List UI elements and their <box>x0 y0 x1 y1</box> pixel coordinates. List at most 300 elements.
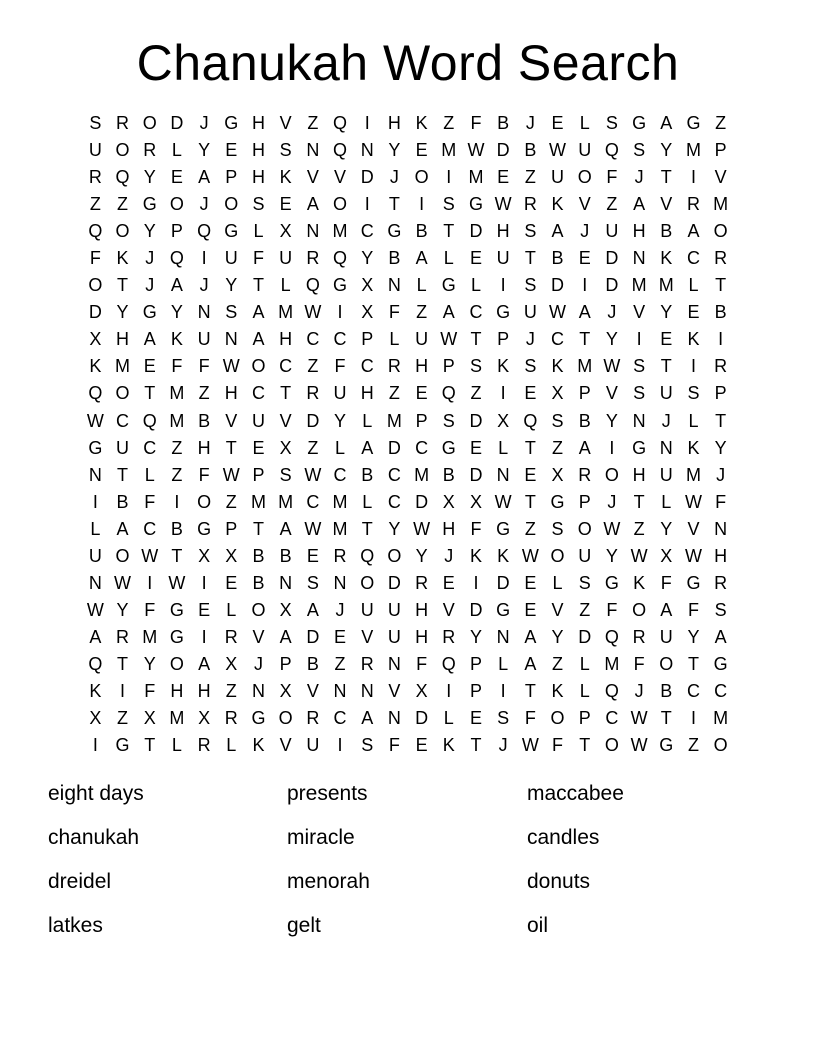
grid-letter: I <box>690 167 696 188</box>
grid-letter: J <box>661 410 671 431</box>
grid-letter: K <box>89 356 102 377</box>
grid-letter: E <box>198 599 211 620</box>
grid-letter: F <box>144 599 156 620</box>
grid-letter: L <box>362 410 373 431</box>
grid-letter: R <box>578 464 592 485</box>
grid-letter: R <box>387 356 401 377</box>
grid-letter: I <box>718 329 724 350</box>
grid-letter: B <box>714 302 727 323</box>
grid-letter: K <box>497 356 510 377</box>
grid-letter: T <box>252 275 264 296</box>
grid-letter: O <box>115 221 130 242</box>
grid-letter: S <box>633 356 646 377</box>
grid-letter: Z <box>171 464 183 485</box>
grid-letter: Y <box>415 545 428 566</box>
grid-letter: T <box>579 735 591 756</box>
grid-letter: B <box>497 113 510 133</box>
grid-letter: X <box>279 599 292 620</box>
grid-letter: L <box>498 437 509 458</box>
grid-letter: U <box>224 248 238 269</box>
grid-letter: V <box>388 680 401 701</box>
grid-letter: N <box>360 140 374 161</box>
grid-letter: E <box>306 545 319 566</box>
grid-letter: J <box>199 194 209 215</box>
grid-letter: E <box>687 302 700 323</box>
grid-letter: V <box>660 194 673 215</box>
grid-letter: Y <box>143 653 156 674</box>
grid-letter: P <box>578 491 591 512</box>
grid-letter: F <box>388 302 400 323</box>
grid-letter: S <box>687 383 700 404</box>
grid-letter: R <box>197 735 211 756</box>
grid-letter: H <box>197 680 211 701</box>
grid-letter: V <box>279 113 292 133</box>
grid-letter: E <box>524 383 537 404</box>
grid-letter: V <box>687 518 700 539</box>
grid-letter: S <box>442 410 455 431</box>
grid-letter: S <box>524 275 537 296</box>
grid-letter: R <box>632 626 646 647</box>
grid-letter: O <box>550 708 565 729</box>
grid-letter: L <box>389 329 400 350</box>
grid-letter: Q <box>604 626 619 647</box>
grid-letter: P <box>279 653 292 674</box>
grid-letter: X <box>279 221 292 242</box>
grid-letter: F <box>524 708 536 729</box>
grid-letter: F <box>687 599 699 620</box>
grid-letter: L <box>688 275 699 296</box>
grid-letter: Z <box>117 708 129 729</box>
grid-letter: T <box>252 518 264 539</box>
grid-letter: G <box>224 221 239 242</box>
grid-letter: U <box>523 302 537 323</box>
grid-letter: R <box>224 626 238 647</box>
grid-letter: I <box>201 626 207 647</box>
grid-letter: Y <box>225 275 238 296</box>
grid-letter: X <box>89 708 102 729</box>
grid-letter: I <box>609 437 615 458</box>
grid-letter: U <box>578 545 592 566</box>
grid-letter: N <box>387 275 401 296</box>
grid-letter: U <box>551 167 565 188</box>
grid-letter: G <box>169 626 184 647</box>
grid-letter: W <box>603 518 621 539</box>
grid-letter: Z <box>606 194 618 215</box>
grid-letter: M <box>332 221 348 242</box>
grid-letter: G <box>333 275 348 296</box>
grid-letter: C <box>469 302 483 323</box>
grid-letter: J <box>199 113 209 133</box>
grid-letter: K <box>89 680 102 701</box>
grid-letter: K <box>687 437 700 458</box>
grid-letter: F <box>470 113 482 133</box>
grid-letter: J <box>199 275 209 296</box>
grid-letter: C <box>686 248 700 269</box>
grid-letter: F <box>334 356 346 377</box>
grid-letter: U <box>197 329 211 350</box>
grid-letter: C <box>333 464 347 485</box>
grid-letter: M <box>169 383 185 404</box>
grid-letter: J <box>525 329 535 350</box>
grid-letter: J <box>253 653 263 674</box>
grid-letter: M <box>278 302 294 323</box>
grid-letter: C <box>333 708 347 729</box>
grid-letter: G <box>496 518 511 539</box>
grid-letter: K <box>551 356 564 377</box>
grid-letter: K <box>442 735 455 756</box>
grid-letter: T <box>117 653 129 674</box>
grid-letter: A <box>415 248 428 269</box>
grid-letter: Z <box>171 437 183 458</box>
grid-letter: B <box>361 464 374 485</box>
grid-letter: B <box>660 221 673 242</box>
grid-letter: T <box>171 545 183 566</box>
grid-letter: N <box>333 680 347 701</box>
grid-letter: Q <box>333 140 348 161</box>
grid-letter: N <box>496 626 510 647</box>
grid-letter: Y <box>605 545 618 566</box>
grid-letter: M <box>685 464 701 485</box>
grid-letter: A <box>143 329 156 350</box>
grid-letter: P <box>442 356 455 377</box>
grid-letter: T <box>388 194 400 215</box>
grid-letter: H <box>415 599 429 620</box>
grid-letter: B <box>252 545 265 566</box>
grid-letter: F <box>552 735 564 756</box>
grid-letter: C <box>714 680 728 701</box>
grid-letter: D <box>387 572 401 593</box>
grid-letter: V <box>252 626 265 647</box>
grid-letter: N <box>251 680 265 701</box>
grid-letter: P <box>225 518 238 539</box>
grid-letter: K <box>252 735 265 756</box>
grid-letter: R <box>523 194 537 215</box>
grid-letter: G <box>632 437 647 458</box>
grid-letter: F <box>144 680 156 701</box>
grid-letter: M <box>332 491 348 512</box>
grid-letter: E <box>143 356 156 377</box>
grid-letter: A <box>442 302 455 323</box>
grid-letter: M <box>441 140 457 161</box>
grid-letter: N <box>360 680 374 701</box>
grid-letter: D <box>387 437 401 458</box>
grid-letter: F <box>606 599 618 620</box>
word-list-item: latkes <box>48 914 103 937</box>
grid-letter: C <box>306 329 320 350</box>
grid-letter: O <box>659 653 674 674</box>
grid-letter: C <box>116 410 130 431</box>
grid-letter: P <box>497 329 510 350</box>
grid-letter: B <box>306 653 319 674</box>
grid-letter: J <box>607 491 617 512</box>
grid-letter: F <box>388 735 400 756</box>
grid-letter: S <box>89 113 102 133</box>
word-search-grid <box>82 110 735 759</box>
grid-letter: D <box>415 491 429 512</box>
grid-letter: Z <box>633 518 645 539</box>
grid-letter: G <box>686 113 701 133</box>
grid-letter: W <box>630 735 648 756</box>
grid-letter: X <box>143 708 156 729</box>
grid-letter: L <box>253 221 264 242</box>
grid-letter: E <box>524 464 537 485</box>
grid-letter: U <box>88 140 102 161</box>
grid-letter: W <box>168 572 186 593</box>
grid-letter: P <box>469 680 482 701</box>
grid-letter: E <box>578 248 591 269</box>
grid-letter: M <box>169 410 185 431</box>
grid-letter: W <box>304 518 322 539</box>
grid-letter: I <box>582 275 588 296</box>
grid-letter: N <box>279 572 293 593</box>
grid-letter: N <box>632 410 646 431</box>
grid-letter: V <box>334 167 347 188</box>
grid-letter: B <box>415 221 428 242</box>
grid-letter: G <box>632 113 647 133</box>
grid-letter: A <box>252 302 265 323</box>
grid-letter: I <box>500 275 506 296</box>
grid-letter: Q <box>523 410 538 431</box>
grid-letter: N <box>387 708 401 729</box>
grid-letter: Q <box>305 275 320 296</box>
grid-letter: O <box>224 194 239 215</box>
grid-letter: A <box>198 167 211 188</box>
grid-letter: T <box>524 491 536 512</box>
grid-letter: N <box>88 572 102 593</box>
grid-letter: D <box>415 708 429 729</box>
grid-letter: U <box>659 383 673 404</box>
word-list-item: oil <box>527 914 549 937</box>
grid-letter: W <box>684 491 702 512</box>
grid-letter: F <box>171 356 183 377</box>
grid-letter: L <box>280 275 291 296</box>
grid-letter: T <box>443 221 455 242</box>
grid-letter: E <box>415 140 428 161</box>
grid-letter: C <box>360 221 374 242</box>
grid-letter: U <box>496 248 510 269</box>
grid-letter: E <box>170 167 183 188</box>
grid-letter: R <box>224 708 238 729</box>
word-list-item: chanukah <box>48 826 140 849</box>
grid-letter: V <box>361 626 374 647</box>
grid-letter: Q <box>333 113 348 133</box>
grid-letter: U <box>578 140 592 161</box>
word-list-item: gelt <box>287 914 321 937</box>
grid-letter: B <box>442 464 455 485</box>
grid-letter: W <box>304 302 322 323</box>
grid-letter: G <box>251 708 266 729</box>
grid-letter: X <box>198 708 211 729</box>
grid-letter: I <box>473 572 479 593</box>
grid-letter: K <box>497 545 510 566</box>
grid-letter: Q <box>441 383 456 404</box>
grid-letter: O <box>278 708 293 729</box>
grid-letter: G <box>496 302 511 323</box>
grid-letter: J <box>389 167 399 188</box>
word-list-item: donuts <box>527 870 591 893</box>
grid-letter: O <box>713 221 728 242</box>
grid-letter: S <box>714 599 727 620</box>
grid-letter: C <box>686 680 700 701</box>
grid-letter: R <box>143 140 157 161</box>
grid-letter: C <box>143 518 157 539</box>
grid-letter: W <box>86 410 104 431</box>
grid-letter: F <box>416 653 428 674</box>
grid-letter: T <box>470 735 482 756</box>
grid-letter: F <box>252 248 264 269</box>
grid-letter: N <box>197 302 211 323</box>
grid-letter: H <box>251 140 265 161</box>
grid-letter: G <box>387 221 402 242</box>
grid-letter: Q <box>169 248 184 269</box>
grid-letter: P <box>361 329 374 350</box>
grid-letter: G <box>88 437 103 458</box>
word-list-item: menorah <box>287 870 370 893</box>
grid-letter: Q <box>115 167 130 188</box>
grid-letter: J <box>498 735 508 756</box>
grid-letter: J <box>525 113 535 133</box>
grid-letter: H <box>714 545 728 566</box>
grid-letter: Z <box>388 383 400 404</box>
grid-letter: A <box>660 113 673 133</box>
grid-letter: U <box>88 545 102 566</box>
grid-letter: S <box>497 708 510 729</box>
grid-letter: E <box>442 572 455 593</box>
grid-letter: G <box>115 735 130 756</box>
grid-letter: U <box>333 383 347 404</box>
grid-letter: G <box>468 194 483 215</box>
grid-letter: Z <box>552 653 564 674</box>
grid-letter: X <box>469 491 482 512</box>
grid-letter: L <box>443 708 454 729</box>
grid-letter: C <box>251 383 265 404</box>
grid-letter: K <box>633 572 646 593</box>
grid-letter: X <box>361 275 374 296</box>
grid-letter: R <box>686 194 700 215</box>
grid-letter: D <box>469 464 483 485</box>
grid-letter: Z <box>225 680 237 701</box>
grid-letter: M <box>386 410 402 431</box>
grid-letter: V <box>279 735 292 756</box>
grid-letter: Y <box>388 518 401 539</box>
grid-letter: E <box>524 572 537 593</box>
grid-letter: T <box>524 437 536 458</box>
grid-letter: M <box>631 275 647 296</box>
grid-letter: M <box>250 491 266 512</box>
grid-letter: L <box>579 113 590 133</box>
grid-letter: U <box>387 599 401 620</box>
grid-letter: Z <box>334 653 346 674</box>
grid-letter: N <box>496 464 510 485</box>
grid-letter: Y <box>143 221 156 242</box>
grid-letter: E <box>469 437 482 458</box>
grid-letter: B <box>279 545 292 566</box>
grid-letter: Y <box>660 140 673 161</box>
grid-letter: X <box>497 410 510 431</box>
grid-letter: A <box>578 302 591 323</box>
grid-letter: L <box>443 248 454 269</box>
grid-letter: D <box>360 167 374 188</box>
grid-letter: D <box>578 626 592 647</box>
grid-letter: V <box>306 167 319 188</box>
grid-letter: N <box>659 437 673 458</box>
grid-letter: I <box>92 491 98 512</box>
grid-letter: R <box>714 572 728 593</box>
grid-letter: H <box>197 437 211 458</box>
grid-letter: U <box>116 437 130 458</box>
grid-letter: D <box>306 410 320 431</box>
grid-letter: T <box>660 708 672 729</box>
grid-letter: S <box>551 518 564 539</box>
grid-letter: P <box>714 383 727 404</box>
grid-letter: L <box>226 735 237 756</box>
grid-letter: L <box>362 491 373 512</box>
word-list-item: candles <box>527 826 600 849</box>
grid-letter: W <box>304 464 322 485</box>
grid-letter: D <box>469 599 483 620</box>
grid-letter: R <box>116 626 130 647</box>
grid-letter: W <box>440 329 458 350</box>
grid-letter: V <box>442 599 455 620</box>
grid-letter: L <box>552 572 563 593</box>
grid-letter: G <box>224 113 239 133</box>
grid-letter: Z <box>524 518 536 539</box>
grid-letter: Y <box>551 626 564 647</box>
grid-letter: Z <box>552 437 564 458</box>
grid-letter: N <box>333 572 347 593</box>
grid-letter: O <box>550 545 565 566</box>
grid-letter: T <box>715 410 727 431</box>
grid-letter: U <box>659 464 673 485</box>
grid-letter: E <box>415 383 428 404</box>
grid-letter: M <box>414 464 430 485</box>
grid-letter: J <box>607 302 617 323</box>
grid-letter: X <box>279 437 292 458</box>
grid-letter: H <box>224 383 238 404</box>
grid-letter: K <box>551 194 564 215</box>
grid-letter: A <box>306 599 319 620</box>
grid-letter: Y <box>170 302 183 323</box>
grid-letter: H <box>387 113 401 133</box>
grid-letter: K <box>660 248 673 269</box>
grid-letter: P <box>469 653 482 674</box>
grid-letter: O <box>360 572 375 593</box>
grid-letter: S <box>633 140 646 161</box>
grid-letter: B <box>252 572 265 593</box>
grid-letter: U <box>279 248 293 269</box>
grid-letter: K <box>687 329 700 350</box>
grid-letter: Z <box>225 491 237 512</box>
grid-letter: F <box>633 653 645 674</box>
grid-letter: X <box>660 545 673 566</box>
grid-letter: X <box>225 653 238 674</box>
grid-letter: Z <box>443 113 455 133</box>
grid-letter: L <box>171 140 182 161</box>
grid-letter: X <box>442 491 455 512</box>
grid-letter: B <box>198 410 211 431</box>
grid-letter: Y <box>116 302 129 323</box>
grid-letter: A <box>578 437 591 458</box>
grid-letter: L <box>470 275 481 296</box>
grid-letter: H <box>632 221 646 242</box>
grid-letter: Z <box>470 383 482 404</box>
grid-letter: G <box>441 275 456 296</box>
grid-letter: W <box>494 194 512 215</box>
grid-letter: O <box>169 194 184 215</box>
grid-letter: T <box>117 275 129 296</box>
grid-letter: A <box>687 221 700 242</box>
grid-letter: I <box>92 735 98 756</box>
